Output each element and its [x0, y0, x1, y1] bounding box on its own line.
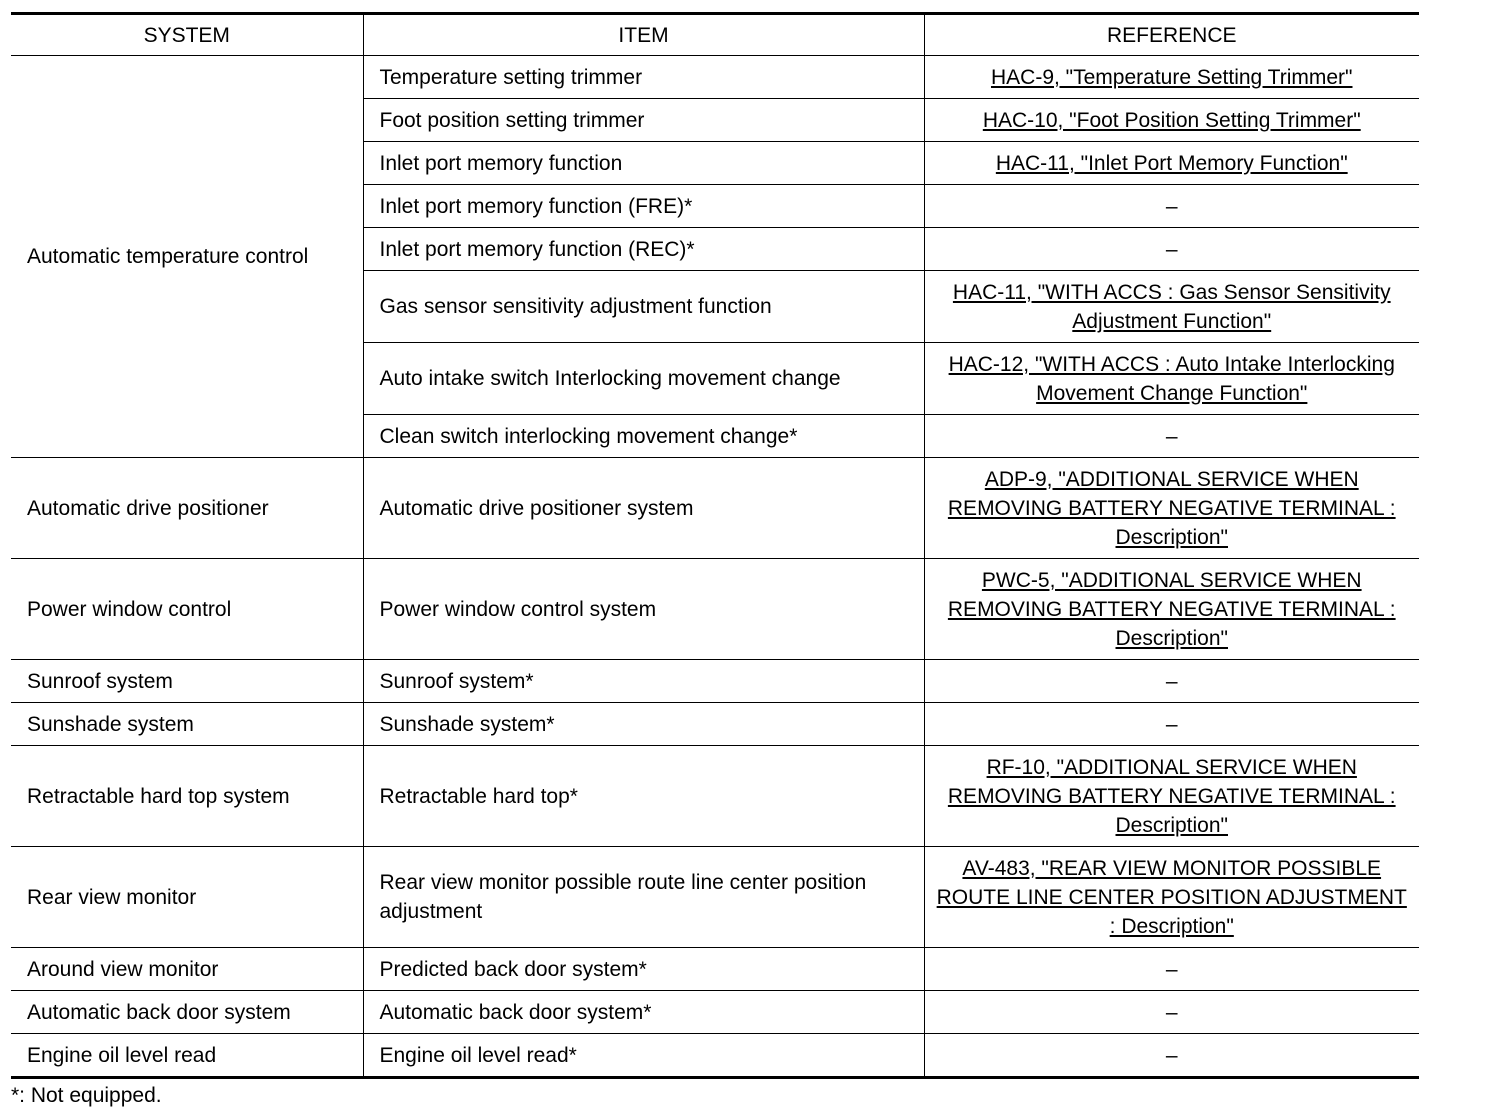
reference-link[interactable]: HAC-10, "Foot Position Setting Trimmer"	[982, 108, 1361, 132]
reference-cell: –	[924, 703, 1419, 746]
system-cell: Around view monitor	[11, 948, 363, 991]
item-cell: Predicted back door system*	[363, 948, 924, 991]
system-cell: Automatic drive positioner	[11, 458, 363, 559]
reference-cell: –	[924, 185, 1419, 228]
table-row	[11, 458, 1419, 559]
system-cell: Rear view monitor	[11, 847, 363, 948]
reference-cell	[924, 271, 1419, 343]
reference-cell	[924, 343, 1419, 415]
item-cell: Sunshade system*	[363, 703, 924, 746]
system-cell: Sunshade system	[11, 703, 363, 746]
reference-cell: –	[924, 991, 1419, 1034]
reference-link[interactable]: HAC-11, "WITH ACCS : Gas Sensor Sensitivity Adjustment Function"	[952, 280, 1391, 333]
item-cell: Power window control system	[363, 559, 924, 660]
table-row	[11, 660, 1419, 703]
item-cell: Clean switch interlocking movement change*	[363, 415, 924, 458]
reference-cell	[924, 746, 1419, 847]
reference-cell: –	[924, 660, 1419, 703]
reference-cell	[924, 142, 1419, 185]
table-row	[11, 991, 1419, 1034]
reference-cell	[924, 559, 1419, 660]
reference-link[interactable]: AV-483, "REAR VIEW MONITOR POSSIBLE ROUTE LINE CENTER POSITION ADJUSTMENT : Description"	[936, 856, 1407, 938]
item-cell: Rear view monitor possible route line center position adjustment	[363, 847, 924, 948]
reference-cell: –	[924, 1034, 1419, 1078]
reference-cell	[924, 847, 1419, 948]
item-cell: Auto intake switch Interlocking movement change	[363, 343, 924, 415]
reference-link[interactable]: PWC-5, "ADDITIONAL SERVICE WHEN REMOVING BATTERY NEGATIVE TERMINAL : Description"	[947, 568, 1396, 650]
item-cell: Engine oil level read*	[363, 1034, 924, 1078]
table-row	[11, 746, 1419, 847]
system-reference-table	[11, 12, 1419, 1079]
item-cell: Inlet port memory function (FRE)*	[363, 185, 924, 228]
system-cell: Sunroof system	[11, 660, 363, 703]
footnote: *: Not equipped.	[11, 1084, 162, 1107]
table-row	[11, 559, 1419, 660]
table-row	[11, 703, 1419, 746]
reference-link[interactable]: ADP-9, "ADDITIONAL SERVICE WHEN REMOVING BATTERY NEGATIVE TERMINAL : Description"	[947, 467, 1396, 549]
item-cell: Automatic drive positioner system	[363, 458, 924, 559]
reference-cell	[924, 56, 1419, 99]
system-cell: Automatic back door system	[11, 991, 363, 1034]
table-row	[11, 1034, 1419, 1078]
system-cell: Retractable hard top system	[11, 746, 363, 847]
item-cell: Foot position setting trimmer	[363, 99, 924, 142]
reference-cell: –	[924, 228, 1419, 271]
column-header-reference: REFERENCE	[924, 14, 1419, 56]
reference-link[interactable]: HAC-11, "Inlet Port Memory Function"	[995, 151, 1348, 175]
reference-cell: –	[924, 948, 1419, 991]
item-cell: Inlet port memory function	[363, 142, 924, 185]
reference-link[interactable]: HAC-9, "Temperature Setting Trimmer"	[990, 65, 1353, 89]
table-header-row	[11, 14, 1419, 56]
item-cell: Sunroof system*	[363, 660, 924, 703]
item-cell: Gas sensor sensitivity adjustment function	[363, 271, 924, 343]
table-row	[11, 847, 1419, 948]
reference-link[interactable]: HAC-12, "WITH ACCS : Auto Intake Interlocking Movement Change Function"	[948, 352, 1395, 405]
system-cell: Power window control	[11, 559, 363, 660]
system-cell: Automatic temperature control	[11, 56, 363, 458]
item-cell: Inlet port memory function (REC)*	[363, 228, 924, 271]
reference-link[interactable]: RF-10, "ADDITIONAL SERVICE WHEN REMOVING BATTERY NEGATIVE TERMINAL : Description"	[947, 755, 1396, 837]
item-cell: Automatic back door system*	[363, 991, 924, 1034]
reference-cell	[924, 458, 1419, 559]
item-cell: Temperature setting trimmer	[363, 56, 924, 99]
table-row	[11, 948, 1419, 991]
column-header-system: SYSTEM	[11, 14, 363, 56]
item-cell: Retractable hard top*	[363, 746, 924, 847]
column-header-item: ITEM	[363, 14, 924, 56]
reference-cell: –	[924, 415, 1419, 458]
system-cell: Engine oil level read	[11, 1034, 363, 1078]
table-row	[11, 56, 1419, 99]
reference-cell	[924, 99, 1419, 142]
